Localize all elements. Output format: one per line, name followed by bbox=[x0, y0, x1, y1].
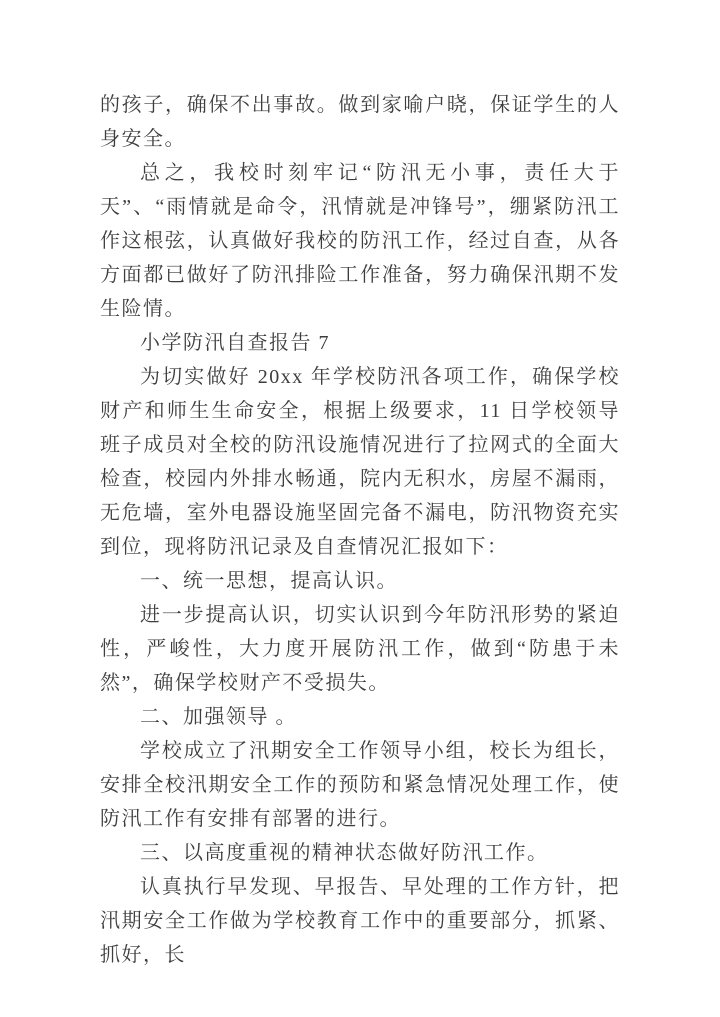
body-paragraph: 为切实做好 20xx 年学校防汛各项工作，确保学校财产和师生生命安全，根据上级要求，11 日学校领导班子成员对全校的防汛设施情况进行了拉网式的全面大检查，校园内外排水畅通，院内无积水，房屋不漏雨，无危墙，室外电器设施坚固完备不漏电，防汛物资充实到位，现将防汛记录及自查情况汇报如下： bbox=[100, 366, 620, 558]
body-paragraph: 进一步提高认识，切实认识到今年防汛形势的紧迫性，严峻性，大力度开展防汛工作，做到“防患于未然”，确保学校财产不受损失。 bbox=[100, 604, 620, 694]
list-heading: 一、统一思想，提高认识。 bbox=[140, 570, 398, 592]
body-paragraph-continuation: 的孩子，确保不出事故。做到家喻户晓，保证学生的人身安全。 bbox=[100, 94, 620, 150]
body-paragraph-cutoff: 认真执行早发现、早报告、早处理的工作方针，把汛期安全工作做为学校教育工作中的重要部分，抓紧、抓好，长 bbox=[100, 876, 620, 966]
body-paragraph: 总之，我校时刻牢记“防汛无小事，责任大于天”、“雨情就是命令，汛情就是冲锋号”，绷紧防汛工作这根弦，认真做好我校的防汛工作，经过自查，从各方面都已做好了防汛排险工作准备，努力确保汛期不发生险情。 bbox=[100, 162, 620, 320]
list-heading: 三、以高度重视的精神状态做好防汛工作。 bbox=[140, 842, 549, 864]
section-title: 小学防汛自查报告 7 bbox=[140, 332, 330, 354]
document-body bbox=[100, 88, 620, 972]
body-paragraph: 学校成立了汛期安全工作领导小组，校长为组长，安排全校汛期安全工作的预防和紧急情况处理工作，使防汛工作有安排有部署的进行。 bbox=[100, 740, 620, 830]
list-heading: 二、加强领导 。 bbox=[140, 706, 297, 728]
